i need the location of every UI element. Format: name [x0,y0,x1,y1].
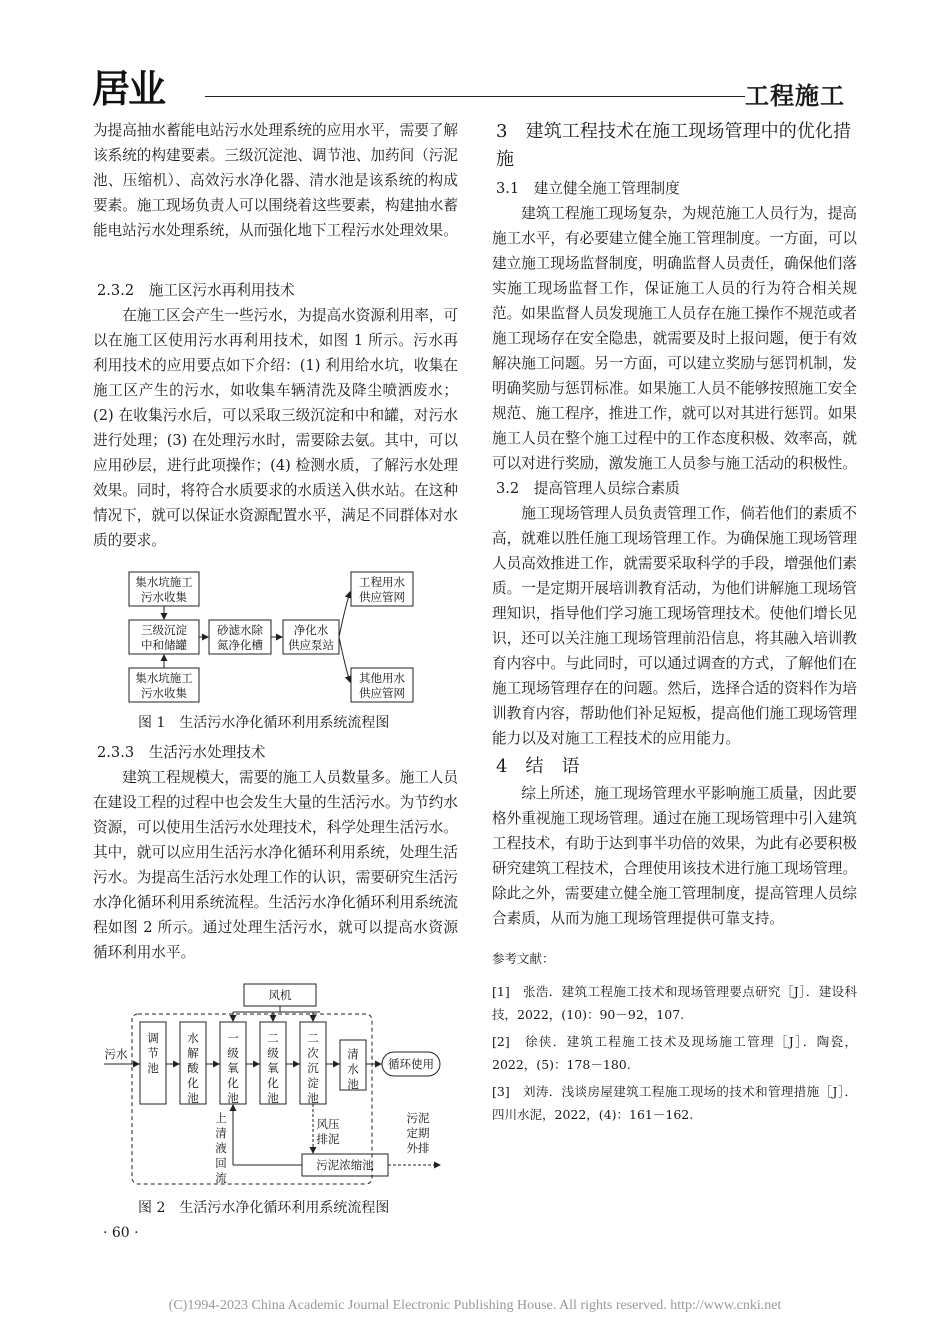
section-tag: 工程施工 [745,82,845,110]
left-column [93,118,458,553]
figure-1-flowchart [125,568,430,708]
label-return: 上清液回流 [215,1111,227,1185]
label-settle-a: 三级沉淀 [141,623,187,637]
label-fan: 风机 [268,988,292,1002]
label-sludge-out: 污泥 [406,1111,430,1125]
figure-1-caption: 图 1 生活污水净化循环利用系统流程图 [138,715,390,731]
tank-label: 清水池 [347,1047,359,1091]
right-column [492,118,857,1130]
left-column-lower [93,740,458,965]
tank-label: 二次沉淀池 [307,1031,319,1105]
label-other-b: 供应管网 [359,686,405,700]
paragraph-3-1: 建筑工程施工现场复杂，为规范施工人员行为，提高施工水平，有必要建立健全施工管理制度。一方面，可以建立施工现场监督制度，明确监督人员责任，确保他们落实施工现场监督工作，保证施工人员的行为符合相关规范。如果监督人员发现施工人员存在施工操作不规范或者施工现场存在安全隐患，就需要及时上报问题，便于有效解决施工问题。另一方面，可以建立奖励与惩罚机制，发明确奖励与惩罚标准。如果施工人员不能够按照施工安全规范、施工程序，推进工作，就可以对其进行惩罚。如果施工人员在整个施工过程中的工作态度积极、效率高，就可以对进行奖励，激发施工人员参与施工活动的积极性。 [492,205,857,472]
label-collect-1a: 集水坑施工 [135,575,193,589]
label-reuse: 循环使用 [388,1057,434,1071]
figure-2-caption: 图 2 生活污水净化循环利用系统流程图 [138,1200,390,1216]
reference-item: [1] 张浩．建筑工程施工技术和现场管理要点研究［J］．建设科技，2022，(10)：90－92，107. [492,984,857,1022]
figure-2-flowchart [100,982,445,1194]
intro-paragraph: 为提高抽水蓄能电站污水处理系统的应用水平，需要了解该系统的构建要素。三级沉淀池、调节池、加药间（污泥池、压缩机）、高效污水净化器、清水池是该系统的构成要素。施工现场负责人可以围绕着这些要素，构建抽水蓄能电站污水处理系统，从而强化地下工程污水处理效果。 [93,122,458,239]
copyright-footer: (C)1994-2023 China Academic Journal Electronic Publishing House. All rights reserved. http://www.cnki.net [168,1298,782,1313]
heading-3-1: 3.1 建立健全施工管理制度 [496,180,680,197]
label-eng-b: 供应管网 [359,590,405,604]
label-sludge-out: 定期 [406,1126,430,1140]
label-settle-b: 中和储罐 [141,638,187,652]
label-pump-b: 供应泵站 [288,638,334,652]
references-title: 参考文献： [492,951,555,966]
label-other-a: 其他用水 [359,671,405,685]
label-collect-2b: 污水收集 [141,686,187,700]
tank-label: 调节池 [147,1031,159,1075]
paragraph-4: 综上所述，施工现场管理水平影响施工质量，因此要格外重视施工现场管理。通过在施工现场管理中引入建筑工程技术，有助于达到事半功倍的效果，为此有必要积极研究建筑工程技术，合理使用该技术进行施工现场管理。除此之外，需要建立健全施工管理制度，提高管理人员综合素质，从而为施工现场管理提供可靠支持。 [492,785,857,927]
label-sludge-tank: 污泥浓缩池 [316,1158,374,1172]
paragraph-2-3-2: 在施工区会产生一些污水，为提高水资源利用率，可以在施工区使用污水再利用技术，如图 1 所示。污水再利用技术的应用要点如下介绍：(1) 利用给水坑，收集在施工区产生的污水，如收集车辆清洗及降尘喷洒废水；(2) 在收集污水后，可以采取三级沉淀和中和罐，对污水进行处理；(3) 在处理污水时，需要除去氨。其中，可以应用砂层，进行此项操作；(4) 检测水质，了解污水处理效果。同时，将符合水质要求的水质送入供水站。在这种情况下，就可以保证水资源配置水平，满足不同群体对水质的要求。 [93,307,458,549]
label-pump-a: 净化水 [293,623,329,637]
tank-label: 水解酸化池 [187,1031,199,1105]
label-sand-b: 氮净化槽 [217,638,263,652]
paragraph-3-2: 施工现场管理人员负责管理工作，倘若他们的素质不高，就难以胜任施工现场管理工作。为确保施工现场管理人员高效推进工作，就需要采取科学的手段，增强他们素质。一是定期开展培训教育活动，为他们讲解施工现场管理知识，指导他们学习施工现场管理技术。使他们增长见识，还可以关注施工现场管理前沿信息，将其融入培训教育内容中。与此同时，可以通过调查的方式，了解他们在施工现场管理存在的问题。然后，选择合适的资料作为培训教育内容，帮助他们补足短板，提高他们施工现场管理能力以及对施工工程技术的应用能力。 [492,505,857,747]
references [492,947,857,1126]
label-sand-a: 砂滤水除 [217,623,263,637]
label-press-b: 排泥 [316,1132,340,1146]
reference-item: [2] 徐侠．建筑工程施工技术及现场施工管理［J］．陶瓷，2022，(5)：178－180. [492,1034,857,1072]
journal-logo: 居业 [92,67,165,111]
heading-4: 4 结 语 [496,756,580,777]
label-eng-a: 工程用水 [359,575,405,589]
label-press-a: 风压 [316,1117,340,1131]
heading-2-3-3: 2.3.3 生活污水处理技术 [97,744,266,761]
label-inflow: 污水 [104,1047,128,1061]
page-number: · 60 · [103,1225,139,1241]
tank-label: 一级氧化池 [227,1031,239,1105]
tank-label: 二级氧化池 [267,1031,279,1105]
reference-item: [3] 刘涛．浅谈房屋建筑工程施工现场的技术和管理措施［J］．四川水泥，2022，(4)：161－162. [492,1084,857,1122]
heading-3: 3 建筑工程技术在施工现场管理中的优化措施 [496,121,851,170]
label-collect-1b: 污水收集 [141,590,187,604]
label-sludge-out: 外排 [406,1141,430,1155]
heading-2-3-2: 2.3.2 施工区污水再利用技术 [97,282,295,299]
header-rule [205,96,745,97]
heading-3-2: 3.2 提高管理人员综合素质 [496,480,680,497]
label-collect-2a: 集水坑施工 [135,671,193,685]
paragraph-2-3-3: 建筑工程规模大，需要的施工人员数量多。施工人员在建设工程的过程中也会发生大量的生活污水。为节约水资源，可以使用生活污水处理技术，科学处理生活污水。其中，就可以应用生活污水净化循环利用系统，处理生活污水。为提高生活污水处理工作的认识，需要研究生活污水净化循环利用系统流程。生活污水净化循环利用系统流程如图 2 所示。通过处理生活污水，就可以提高水资源循环利用水平。 [93,769,458,961]
